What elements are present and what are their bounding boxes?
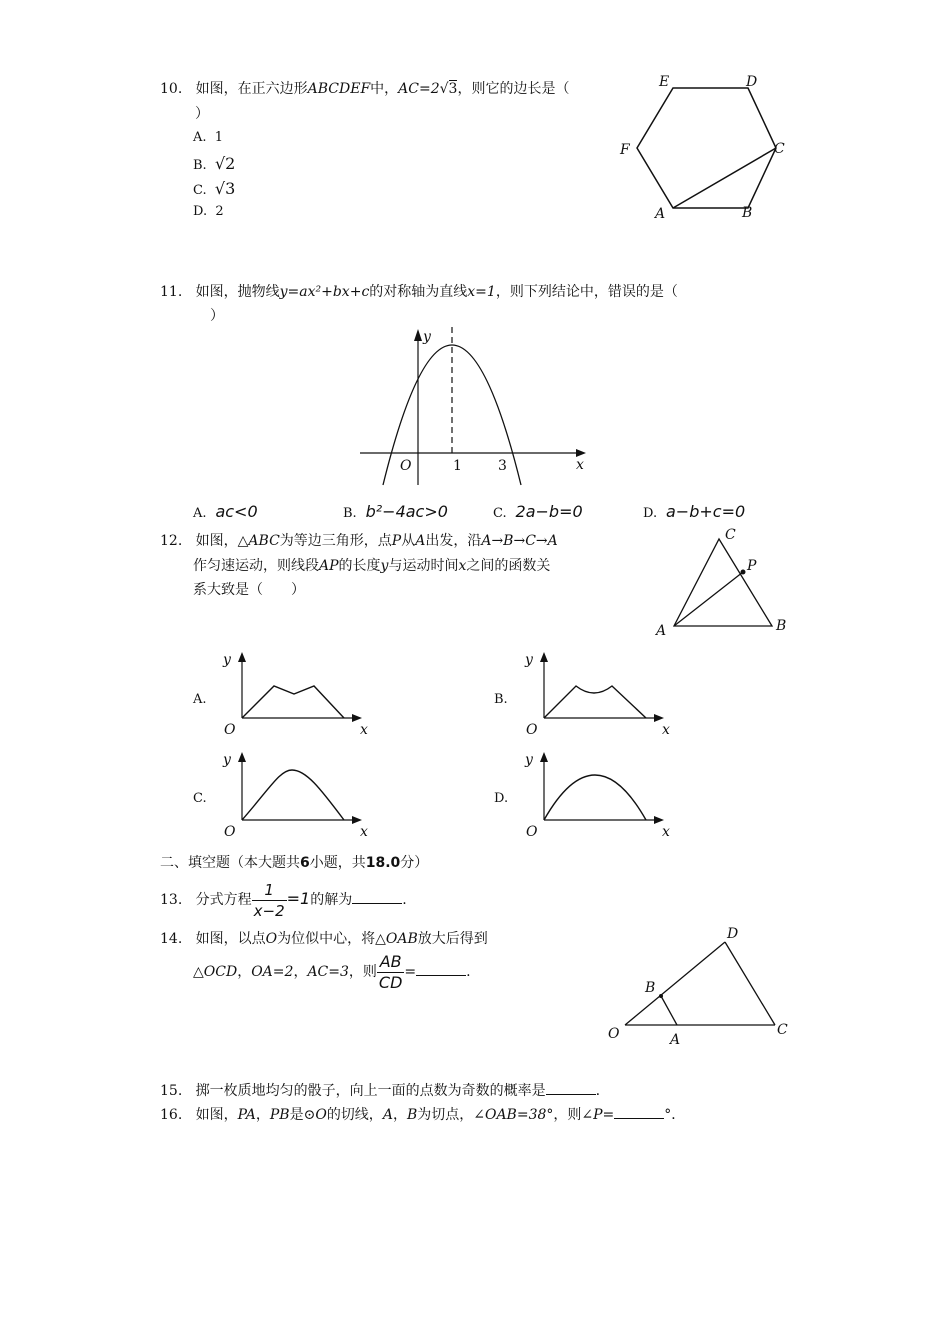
q12-option-d-graph[interactable] (522, 748, 682, 838)
q11-option-b[interactable]: B. b²−4ac>0 (343, 502, 448, 521)
svg-text:y: y (525, 752, 533, 768)
curve-b (544, 686, 646, 718)
triangle-abc (674, 539, 772, 626)
svg-text:y: y (223, 652, 231, 668)
q12-option-a-graph[interactable] (220, 648, 380, 738)
q11-close: ） (210, 308, 224, 324)
q12-option-b-label[interactable]: B. (494, 692, 508, 707)
q11-option-c[interactable]: C. 2a−b=0 (493, 502, 583, 521)
segment-od (625, 942, 725, 1025)
q14-stem-line2: △OCD，OA=2，AC=3，则 $\frac{AB}{CD}$ = . (193, 951, 471, 992)
q10-stem: 10. 如图，在正六边形ABCDEF中，AC=2√3，则它的边长是（ (160, 81, 570, 97)
q15-stem: 15. 掷一枚质地均匀的骰子，向上一面的点数为奇数的概率是 . (160, 1083, 601, 1099)
q10-option-a[interactable]: A. 1 (193, 130, 224, 145)
q14-similarity-figure (605, 922, 795, 1047)
label-b: B (645, 980, 656, 996)
q11-option-d[interactable]: D. a−b+c=0 (643, 502, 746, 521)
svg-text:O: O (224, 722, 236, 738)
section-2-title: 二、填空题（本大题共6小题，共18.0分） (160, 855, 429, 871)
q13-answer-blank[interactable] (352, 891, 402, 904)
label-c: C (725, 527, 736, 543)
label-d: D (727, 926, 739, 942)
curve-a (242, 686, 344, 718)
q10-option-c[interactable]: C. √3 (193, 179, 236, 198)
q15-answer-blank[interactable] (546, 1082, 596, 1095)
q10-option-d[interactable]: D. 2 (193, 204, 224, 219)
curve-c (242, 770, 344, 820)
label-c: C (774, 141, 785, 157)
q12-option-a-label[interactable]: A. (193, 692, 207, 707)
q12-option-c-graph[interactable] (220, 748, 380, 838)
svg-text:x: x (662, 824, 670, 840)
q12-option-d-label[interactable]: D. (494, 791, 509, 806)
q11-stem: 11. 如图，抛物线y=ax²+bx+c的对称轴为直线x=1，则下列结论中，错误的是（ (160, 284, 678, 300)
q16-stem: 16. 如图，PA，PB是⊙O的切线，A，B为切点，∠OAB=38°，则∠P= °． (160, 1107, 686, 1123)
q11-option-a[interactable]: A. ac<0 (193, 502, 258, 521)
svg-text:x: x (662, 722, 670, 738)
label-p: P (747, 558, 757, 574)
q12-triangle-figure (655, 522, 795, 642)
x-label: x (576, 457, 584, 473)
q11-parabola-graph (356, 325, 596, 490)
tick-3: 3 (498, 458, 507, 474)
segment-ba (661, 996, 677, 1025)
curve-d (544, 775, 646, 820)
svg-text:O: O (526, 722, 538, 738)
label-b: B (742, 205, 753, 221)
question-number: 10. (160, 81, 183, 97)
label-c: C (777, 1022, 788, 1038)
y-label: y (423, 329, 431, 345)
label-a: A (670, 1032, 681, 1048)
svg-text:x: x (360, 824, 368, 840)
q12-stem-line3: 系大致是（ ） (193, 582, 305, 598)
svg-text:x: x (360, 722, 368, 738)
q14-stem-line1: 14. 如图，以点O为位似中心，将△OAB放大后得到 (160, 931, 488, 947)
label-d: D (746, 74, 758, 90)
label-a: A (655, 206, 666, 222)
svg-text:O: O (526, 824, 538, 840)
q10-close: ） (195, 106, 209, 122)
origin-label: O (400, 458, 412, 474)
q14-answer-blank[interactable] (416, 963, 466, 976)
q12-option-c-label[interactable]: C. (193, 791, 207, 806)
hexagon-shape (637, 88, 776, 208)
q10-hexagon-figure (615, 68, 795, 228)
svg-text:y: y (525, 652, 533, 668)
q16-answer-blank[interactable] (614, 1106, 664, 1119)
q12-stem-line1: 12. 如图，△ABC为等边三角形，点P从A出发，沿A→B→C→A (160, 533, 558, 549)
segment-ap (674, 572, 743, 626)
q10-option-b[interactable]: B. √2 (193, 154, 236, 173)
segment-ac (673, 148, 776, 208)
label-e: E (659, 74, 670, 90)
label-b: B (776, 618, 787, 634)
svg-text:y: y (223, 752, 231, 768)
label-o: O (608, 1026, 620, 1042)
label-f: F (620, 142, 630, 158)
segment-dc (725, 942, 775, 1025)
label-a: A (656, 623, 667, 639)
svg-text:O: O (224, 824, 236, 840)
q12-option-b-graph[interactable] (522, 648, 682, 738)
q13-stem: 13. 分式方程 $\frac{1}{x-2}$ =1的解为 . (160, 880, 407, 920)
q12-stem-line2: 作匀速运动，则线段AP的长度y与运动时间x之间的函数关 (193, 558, 551, 574)
tick-1: 1 (453, 458, 462, 474)
